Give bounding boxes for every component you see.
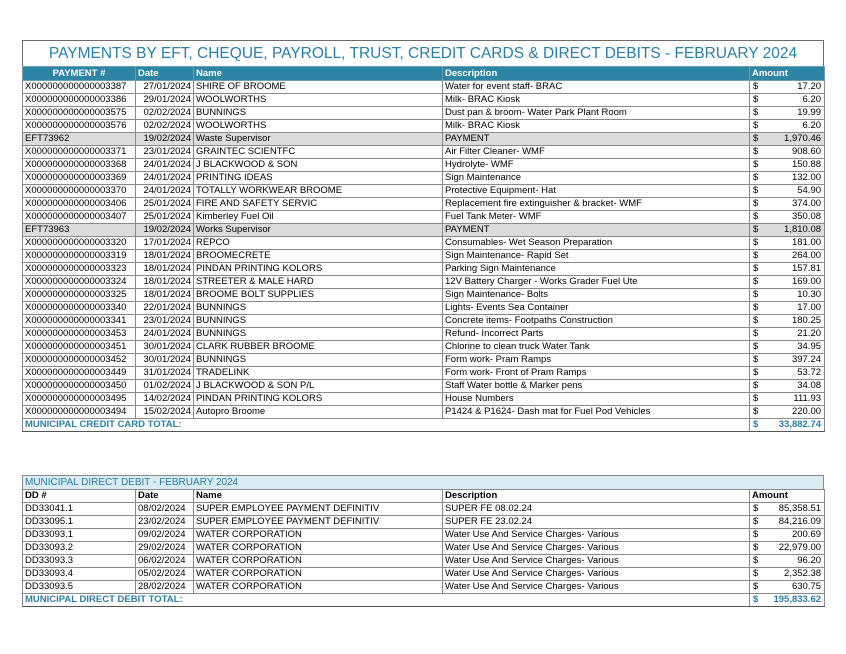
date-cell: 09/02/2024 (136, 529, 194, 542)
date-cell: 18/01/2024 (136, 289, 194, 302)
total-row (23, 419, 825, 432)
dd-number-cell: DD33095.1 (23, 516, 136, 529)
payment-number-cell: X000000000000003451 (23, 341, 136, 354)
currency-symbol: $ (750, 120, 760, 133)
payment-number-cell: X000000000000003340 (23, 302, 136, 315)
amount-cell: 374.00 (760, 198, 825, 211)
amount-cell: 85,358.51 (760, 503, 825, 516)
currency-symbol: $ (750, 94, 760, 107)
currency-symbol: $ (750, 302, 760, 315)
amount-cell: 22,979.00 (760, 542, 825, 555)
amount-cell: 2,352.38 (760, 568, 825, 581)
col-header-date: Date (136, 67, 194, 81)
payment-number-cell: X000000000000003495 (23, 393, 136, 406)
payment-number-cell: X000000000000003406 (23, 198, 136, 211)
description-cell: Milk- BRAC Kiosk (443, 94, 750, 107)
name-cell: SUPER EMPLOYEE PAYMENT DEFINITIV (194, 516, 443, 529)
table-row (23, 289, 825, 302)
currency-symbol: $ (750, 594, 760, 607)
name-cell: BUNNINGS (194, 354, 443, 367)
payment-number-cell: X000000000000003576 (23, 120, 136, 133)
currency-symbol: $ (750, 568, 760, 581)
table-row (23, 393, 825, 406)
table-header-row (23, 67, 825, 81)
payment-number-cell: X000000000000003452 (23, 354, 136, 367)
table-row (23, 94, 825, 107)
name-cell: PRINTING IDEAS (194, 172, 443, 185)
description-cell: P1424 & P1624- Dash mat for Fuel Pod Vehicles (443, 406, 750, 419)
date-cell: 06/02/2024 (136, 555, 194, 568)
date-cell: 18/01/2024 (136, 263, 194, 276)
dd-number-cell: DD33093.3 (23, 555, 136, 568)
table-row (23, 302, 825, 315)
table-row (23, 367, 825, 380)
currency-symbol: $ (750, 503, 760, 516)
currency-symbol: $ (750, 529, 760, 542)
name-cell: WATER CORPORATION (194, 542, 443, 555)
eft-payments-section (22, 40, 824, 432)
dd-number-cell: DD33093.2 (23, 542, 136, 555)
date-cell: 01/02/2024 (136, 380, 194, 393)
dd-table-body (23, 503, 825, 607)
name-cell: WATER CORPORATION (194, 581, 443, 594)
amount-cell: 6.20 (760, 94, 825, 107)
name-cell: TOTALLY WORKWEAR BROOME (194, 185, 443, 198)
payment-number-cell: X000000000000003319 (23, 250, 136, 263)
payment-number-cell: X000000000000003368 (23, 159, 136, 172)
currency-symbol: $ (750, 367, 760, 380)
description-cell: Sign Maintenance- Bolts (443, 289, 750, 302)
description-cell: Protective Equipment- Hat (443, 185, 750, 198)
name-cell: Kimberley Fuel Oil (194, 211, 443, 224)
name-cell: BUNNINGS (194, 328, 443, 341)
table-row (23, 237, 825, 250)
payment-number-cell: X000000000000003369 (23, 172, 136, 185)
col-header-payment: PAYMENT # (23, 67, 136, 81)
amount-cell: 908.60 (760, 146, 825, 159)
date-cell: 14/02/2024 (136, 393, 194, 406)
name-cell: STREETER & MALE HARD (194, 276, 443, 289)
name-cell: WATER CORPORATION (194, 529, 443, 542)
description-cell: SUPER FE 23.02.24 (443, 516, 750, 529)
payment-number-cell: X000000000000003370 (23, 185, 136, 198)
description-cell: SUPER FE 08.02.24 (443, 503, 750, 516)
date-cell: 24/01/2024 (136, 172, 194, 185)
name-cell: WOOLWORTHS (194, 120, 443, 133)
table-row (23, 263, 825, 276)
date-cell: 25/01/2024 (136, 211, 194, 224)
direct-debit-section (22, 475, 824, 607)
table-row (23, 581, 825, 594)
description-cell: Air Filter Cleaner- WMF (443, 146, 750, 159)
report-title: PAYMENTS BY EFT, CHEQUE, PAYROLL, TRUST, CREDIT CARDS & DIRECT DEBITS - FEBRUARY 2024 (22, 40, 824, 66)
amount-cell: 180.25 (760, 315, 825, 328)
amount-cell: 157.81 (760, 263, 825, 276)
date-cell: 18/01/2024 (136, 276, 194, 289)
amount-cell: 350.08 (760, 211, 825, 224)
description-cell: Water Use And Service Charges- Various (443, 542, 750, 555)
payment-number-cell: EFT73962 (23, 133, 136, 146)
currency-symbol: $ (750, 581, 760, 594)
direct-debit-title: MUNICIPAL DIRECT DEBIT - FEBRUARY 2024 (22, 475, 824, 489)
description-cell: Water Use And Service Charges- Various (443, 568, 750, 581)
amount-cell: 21.20 (760, 328, 825, 341)
table-row (23, 133, 825, 146)
currency-symbol: $ (750, 555, 760, 568)
total-label: MUNICIPAL CREDIT CARD TOTAL: (23, 419, 750, 432)
amount-cell: 6.20 (760, 120, 825, 133)
date-cell: 19/02/2024 (136, 224, 194, 237)
table-row (23, 276, 825, 289)
table-header-row (23, 490, 825, 503)
description-cell: 12V Battery Charger - Works Grader Fuel Ute (443, 276, 750, 289)
currency-symbol: $ (750, 315, 760, 328)
total-row (23, 594, 825, 607)
currency-symbol: $ (750, 250, 760, 263)
table-row (23, 250, 825, 263)
amount-cell: 19.99 (760, 107, 825, 120)
eft-payments-table (22, 66, 825, 432)
name-cell: GRAINTEC SCIENTFC (194, 146, 443, 159)
currency-symbol: $ (750, 406, 760, 419)
currency-symbol: $ (750, 159, 760, 172)
currency-symbol: $ (750, 81, 760, 94)
amount-cell: 96.20 (760, 555, 825, 568)
amount-cell: 397.24 (760, 354, 825, 367)
description-cell: Parking Sign Maintenance (443, 263, 750, 276)
description-cell: Form work- Pram Ramps (443, 354, 750, 367)
col-header-name: Name (194, 67, 443, 81)
amount-cell: 264.00 (760, 250, 825, 263)
dd-number-cell: DD33041.1 (23, 503, 136, 516)
name-cell: REPCO (194, 237, 443, 250)
currency-symbol: $ (750, 198, 760, 211)
date-cell: 29/02/2024 (136, 542, 194, 555)
date-cell: 24/01/2024 (136, 185, 194, 198)
date-cell: 05/02/2024 (136, 568, 194, 581)
name-cell: BUNNINGS (194, 315, 443, 328)
payment-number-cell: X000000000000003453 (23, 328, 136, 341)
date-cell: 15/02/2024 (136, 406, 194, 419)
date-cell: 23/01/2024 (136, 315, 194, 328)
amount-cell: 181.00 (760, 237, 825, 250)
payment-number-cell: X000000000000003449 (23, 367, 136, 380)
dd-number-cell: DD33093.5 (23, 581, 136, 594)
table-row (23, 380, 825, 393)
description-cell: PAYMENT (443, 133, 750, 146)
description-cell: Milk- BRAC Kiosk (443, 120, 750, 133)
name-cell: TRADELINK (194, 367, 443, 380)
date-cell: 28/02/2024 (136, 581, 194, 594)
date-cell: 24/01/2024 (136, 159, 194, 172)
col-header-date: Date (136, 490, 194, 503)
name-cell: WOOLWORTHS (194, 94, 443, 107)
date-cell: 30/01/2024 (136, 341, 194, 354)
amount-cell: 200.69 (760, 529, 825, 542)
date-cell: 30/01/2024 (136, 354, 194, 367)
name-cell: CLARK RUBBER BROOME (194, 341, 443, 354)
description-cell: House Numbers (443, 393, 750, 406)
table-row (23, 224, 825, 237)
currency-symbol: $ (750, 185, 760, 198)
amount-cell: 1,970.46 (760, 133, 825, 146)
description-cell: Sign Maintenance- Rapid Set (443, 250, 750, 263)
name-cell: SHIRE OF BROOME (194, 81, 443, 94)
name-cell: Autopro Broome (194, 406, 443, 419)
currency-symbol: $ (750, 211, 760, 224)
payment-number-cell: X000000000000003386 (23, 94, 136, 107)
description-cell: Staff Water bottle & Marker pens (443, 380, 750, 393)
name-cell: BUNNINGS (194, 302, 443, 315)
amount-cell: 220.00 (760, 406, 825, 419)
amount-cell: 17.00 (760, 302, 825, 315)
table-row (23, 568, 825, 581)
currency-symbol: $ (750, 146, 760, 159)
total-label: MUNICIPAL DIRECT DEBIT TOTAL: (23, 594, 750, 607)
direct-debit-table (22, 489, 825, 607)
table-row (23, 120, 825, 133)
amount-cell: 84,216.09 (760, 516, 825, 529)
description-cell: Concrete items- Footpaths Construction (443, 315, 750, 328)
table-row (23, 159, 825, 172)
amount-cell: 132.00 (760, 172, 825, 185)
col-header-description: Description (443, 67, 750, 81)
description-cell: Lights- Events Sea Container (443, 302, 750, 315)
description-cell: Water for event staff- BRAC (443, 81, 750, 94)
payment-number-cell: X000000000000003320 (23, 237, 136, 250)
table-row (23, 341, 825, 354)
date-cell: 19/02/2024 (136, 133, 194, 146)
currency-symbol: $ (750, 133, 760, 146)
date-cell: 24/01/2024 (136, 328, 194, 341)
amount-cell: 53.72 (760, 367, 825, 380)
payment-number-cell: X000000000000003371 (23, 146, 136, 159)
currency-symbol: $ (750, 263, 760, 276)
eft-table-body (23, 81, 825, 432)
currency-symbol: $ (750, 516, 760, 529)
description-cell: Water Use And Service Charges- Various (443, 555, 750, 568)
currency-symbol: $ (750, 224, 760, 237)
date-cell: 29/01/2024 (136, 94, 194, 107)
payment-number-cell: X000000000000003387 (23, 81, 136, 94)
date-cell: 27/01/2024 (136, 81, 194, 94)
amount-cell: 111.93 (760, 393, 825, 406)
description-cell: Sign Maintenance (443, 172, 750, 185)
table-row (23, 107, 825, 120)
description-cell: Replacement fire extinguisher & bracket- WMF (443, 198, 750, 211)
col-header-amount: Amount (750, 490, 825, 503)
description-cell: Fuel Tank Meter- WMF (443, 211, 750, 224)
table-row (23, 185, 825, 198)
name-cell: WATER CORPORATION (194, 555, 443, 568)
description-cell: Refund- Incorrect Parts (443, 328, 750, 341)
description-cell: Dust pan & broom- Water Park Plant Room (443, 107, 750, 120)
table-row (23, 315, 825, 328)
name-cell: WATER CORPORATION (194, 568, 443, 581)
total-amount: 195,833.62 (760, 594, 825, 607)
description-cell: Water Use And Service Charges- Various (443, 529, 750, 542)
currency-symbol: $ (750, 354, 760, 367)
col-header-name: Name (194, 490, 443, 503)
description-cell: PAYMENT (443, 224, 750, 237)
description-cell: Hydrolyte- WMF (443, 159, 750, 172)
dd-number-cell: DD33093.1 (23, 529, 136, 542)
table-row (23, 516, 825, 529)
date-cell: 22/01/2024 (136, 302, 194, 315)
table-row (23, 503, 825, 516)
col-header-dd: DD # (23, 490, 136, 503)
currency-symbol: $ (750, 380, 760, 393)
amount-cell: 10.30 (760, 289, 825, 302)
name-cell: BROOME BOLT SUPPLIES (194, 289, 443, 302)
amount-cell: 17.20 (760, 81, 825, 94)
date-cell: 23/02/2024 (136, 516, 194, 529)
payment-number-cell: X000000000000003323 (23, 263, 136, 276)
total-amount: 33,882.74 (760, 419, 825, 432)
dd-number-cell: DD33093.4 (23, 568, 136, 581)
name-cell: BROOMECRETE (194, 250, 443, 263)
name-cell: PINDAN PRINTING KOLORS (194, 263, 443, 276)
name-cell: Works Supervisor (194, 224, 443, 237)
description-cell: Water Use And Service Charges- Various (443, 581, 750, 594)
currency-symbol: $ (750, 172, 760, 185)
date-cell: 23/01/2024 (136, 146, 194, 159)
name-cell: FIRE AND SAFETY SERVIC (194, 198, 443, 211)
payment-number-cell: X000000000000003324 (23, 276, 136, 289)
amount-cell: 169.00 (760, 276, 825, 289)
amount-cell: 54.90 (760, 185, 825, 198)
table-row (23, 81, 825, 94)
amount-cell: 630.75 (760, 581, 825, 594)
date-cell: 17/01/2024 (136, 237, 194, 250)
name-cell: Waste Supervisor (194, 133, 443, 146)
currency-symbol: $ (750, 542, 760, 555)
description-cell: Consumables- Wet Season Preparation (443, 237, 750, 250)
currency-symbol: $ (750, 289, 760, 302)
table-row (23, 406, 825, 419)
description-cell: Chlorine to clean truck Water Tank (443, 341, 750, 354)
name-cell: BUNNINGS (194, 107, 443, 120)
date-cell: 25/01/2024 (136, 198, 194, 211)
table-row (23, 146, 825, 159)
table-row (23, 529, 825, 542)
col-header-description: Description (443, 490, 750, 503)
amount-cell: 1,810.08 (760, 224, 825, 237)
table-row (23, 542, 825, 555)
date-cell: 02/02/2024 (136, 107, 194, 120)
name-cell: J BLACKWOOD & SON P/L (194, 380, 443, 393)
table-row (23, 211, 825, 224)
table-row (23, 354, 825, 367)
currency-symbol: $ (750, 393, 760, 406)
description-cell: Form work- Front of Pram Ramps (443, 367, 750, 380)
amount-cell: 150.88 (760, 159, 825, 172)
date-cell: 02/02/2024 (136, 120, 194, 133)
currency-symbol: $ (750, 237, 760, 250)
table-row (23, 555, 825, 568)
payment-number-cell: X000000000000003325 (23, 289, 136, 302)
currency-symbol: $ (750, 328, 760, 341)
table-row (23, 328, 825, 341)
date-cell: 31/01/2024 (136, 367, 194, 380)
amount-cell: 34.95 (760, 341, 825, 354)
name-cell: J BLACKWOOD & SON (194, 159, 443, 172)
currency-symbol: $ (750, 276, 760, 289)
amount-cell: 34.08 (760, 380, 825, 393)
table-row (23, 172, 825, 185)
name-cell: SUPER EMPLOYEE PAYMENT DEFINITIV (194, 503, 443, 516)
currency-symbol: $ (750, 419, 760, 432)
currency-symbol: $ (750, 341, 760, 354)
payment-number-cell: X000000000000003450 (23, 380, 136, 393)
payment-number-cell: X000000000000003575 (23, 107, 136, 120)
name-cell: PINDAN PRINTING KOLORS (194, 393, 443, 406)
payment-number-cell: X000000000000003407 (23, 211, 136, 224)
table-row (23, 198, 825, 211)
payment-number-cell: X000000000000003341 (23, 315, 136, 328)
payment-number-cell: X000000000000003494 (23, 406, 136, 419)
payment-number-cell: EFT73963 (23, 224, 136, 237)
date-cell: 08/02/2024 (136, 503, 194, 516)
currency-symbol: $ (750, 107, 760, 120)
date-cell: 18/01/2024 (136, 250, 194, 263)
col-header-amount: Amount (750, 67, 825, 81)
